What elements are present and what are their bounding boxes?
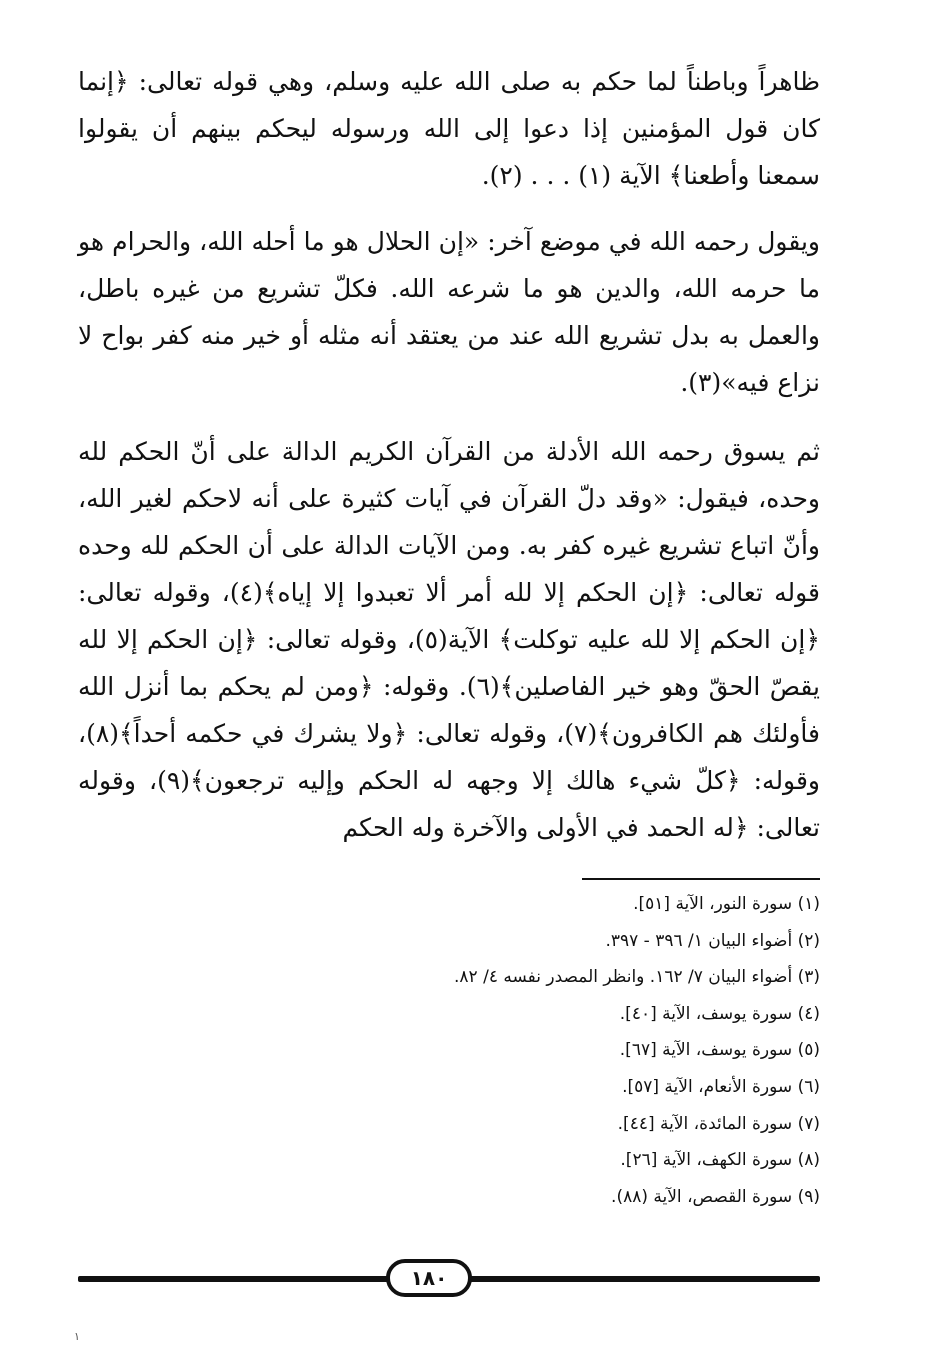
- footnote-item: (١) سورة النور، الآية [٥١].: [633, 894, 820, 914]
- footnote-item: (٣) أضواء البيان ٧/ ١٦٢. وانظر المصدر نفسه ٤/ ٨٢.: [454, 967, 820, 988]
- footnote-item: (٦) سورة الأنعام، الآية [٥٧].: [622, 1076, 820, 1097]
- page-number: ١٨٠: [386, 1259, 472, 1297]
- body-paragraph: ثم يسوق رحمه الله الأدلة من القرآن الكريم الدالة على أنّ الحكم لله وحده، فيقول: «وقد دلّ القرآن في آيات كثيرة على أنه لاحكم لغير الله، وأنّ اتباع تشريع غيره كفر به. ومن الآيات الدالة على أن الحكم لله وحده قوله تعالى: ﴿إن الحكم إلا لله أمر ألا تعبدوا إلا إياه﴾(٤)، وقوله تعالى: ﴿إن الحكم إلا لله عليه توكلت﴾ الآية(٥)، وقوله تعالى: ﴿إن الحكم إلا لله يقصّ الحقّ وهو خير الفاصلين﴾(٦). وقوله: ﴿ومن لم يحكم بما أنزل الله فأولئك هم الكافرون﴾(٧)، وقوله تعالى: ﴿ولا يشرك في حكمه أحداً﴾(٨)، وقوله: ﴿كلّ شيء هالك إلا وجهه له الحكم وإليه ترجعون﴾(٩)، وقوله تعالى: ﴿له الحمد في الأولى والآخرة وله الحكم: [78, 437, 820, 842]
- footnote-item: (٥) سورة يوسف، الآية [٦٧].: [619, 1040, 820, 1061]
- footnote-item: (٤) سورة يوسف، الآية [٤٠].: [619, 1003, 820, 1024]
- footnote-item: (٢) أضواء البيان ١/ ٣٩٦ - ٣٩٧.: [605, 930, 820, 951]
- footnote-item: (٩) سورة القصص، الآية (٨٨).: [611, 1186, 820, 1207]
- footnotes-list: [78, 886, 820, 1215]
- page-footer: [78, 1266, 820, 1290]
- margin-mark: ١: [74, 1330, 80, 1343]
- footnote-separator: [582, 878, 820, 880]
- body-paragraph: ظاهراً وباطناً لما حكم به صلى الله عليه وسلم، وهي قوله تعالى: ﴿إنما كان قول المؤمنين إذا دعوا إلى الله ورسوله ليحكم بينهم أن يقولوا سمعنا وأطعنا﴾ الآية (١) . . . (٢).: [78, 67, 820, 190]
- footnote-item: (٨) سورة الكهف، الآية [٢٦].: [620, 1150, 820, 1171]
- footnote-item: (٧) سورة المائدة، الآية [٤٤].: [617, 1113, 820, 1134]
- body-paragraph: ويقول رحمه الله في موضع آخر: «إن الحلال هو ما أحله الله، والحرام هو ما حرمه الله، والدين هو ما شرعه الله. فكلّ تشريع من غيره باطل، والعمل به بدل تشريع الله عند من يعتقد أنه مثله أو خير منه كفر بواح لا نزاع فيه»(٣).: [78, 227, 820, 397]
